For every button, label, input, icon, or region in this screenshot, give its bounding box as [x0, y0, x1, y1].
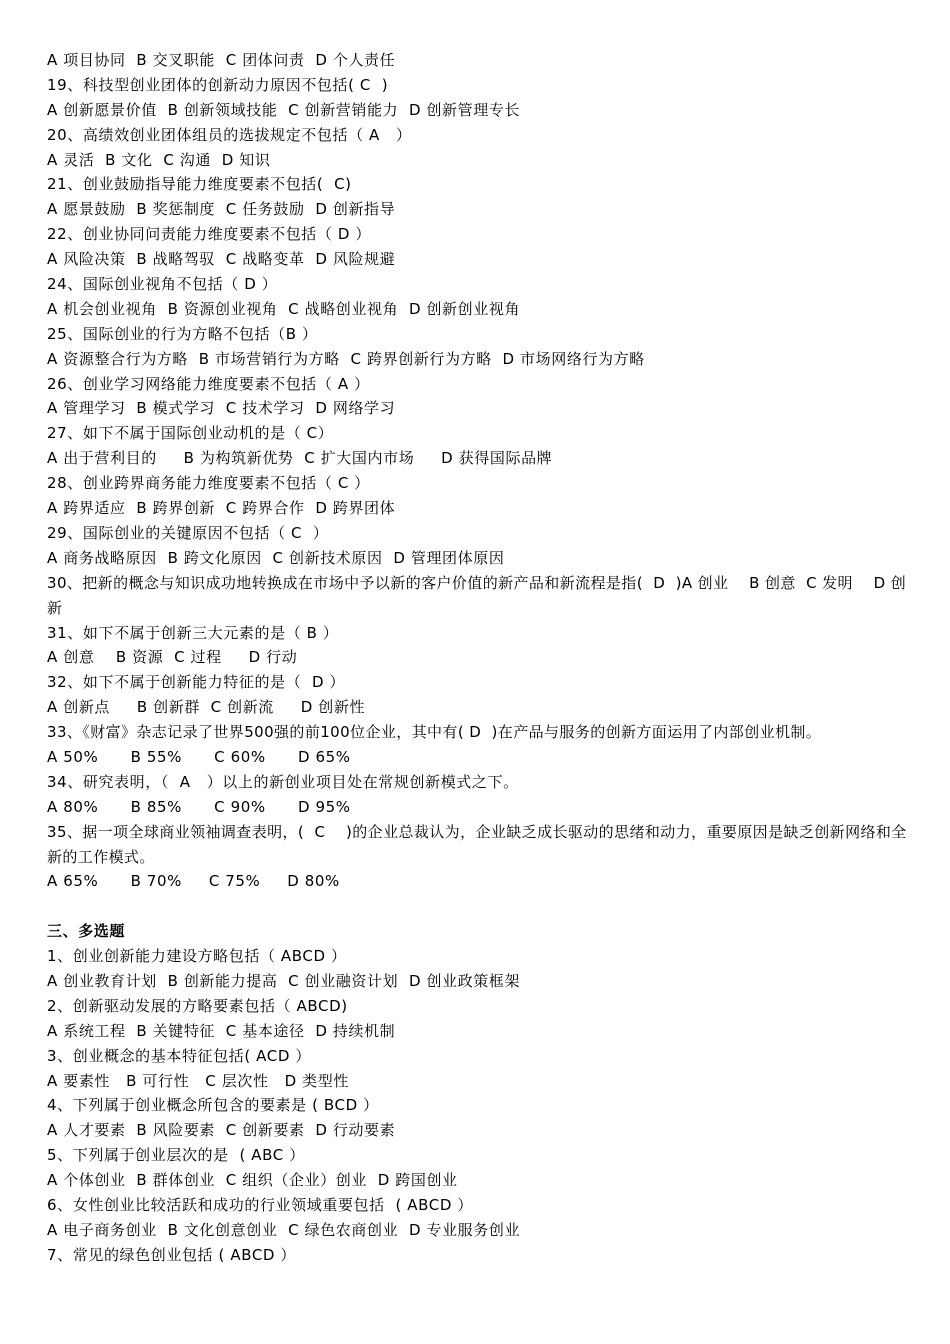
text-line: 35、据一项全球商业领袖调查表明，( C )的企业总裁认为，企业缺乏成长驱动的思绪和动力，重要原因是缺乏创新网络和全新的工作模式。	[47, 822, 907, 866]
text-line: 30、把新的概念与知识成功地转换成在市场中予以新的客户价值的新产品和新流程是指( D )A 创业 B 创意 C 发明 D 创新	[47, 573, 907, 617]
text-line: 24、国际创业视角不包括（ D ）	[47, 275, 278, 294]
text-line: 6、女性创业比较活跃和成功的行业领域重要包括 ( ABCD ）	[47, 1196, 473, 1215]
blank-line	[47, 894, 907, 919]
text-line: 31、如下不属于创新三大元素的是（ B ）	[47, 623, 339, 642]
section-heading: 三、多选题	[47, 922, 126, 941]
text-line: A 创新点 B 创新群 C 创新流 D 创新性	[47, 698, 366, 717]
text-line: A 出于营利目的 B 为构筑新优势 C 扩大国内市场 D 获得国际品牌	[47, 449, 553, 468]
text-line: 28、创业跨界商务能力维度要素不包括（ C ）	[47, 474, 370, 493]
text-line: 7、常见的绿色创业包括 ( ABCD ）	[47, 1245, 297, 1264]
text-line: 4、下列属于创业概念所包含的要素是 ( BCD ）	[47, 1096, 379, 1115]
text-line: A 人才要素 B 风险要素 C 创新要素 D 行动要素	[47, 1121, 396, 1140]
text-line: A 创新愿景价值 B 创新领域技能 C 创新营销能力 D 创新管理专长	[47, 100, 521, 119]
text-line: A 机会创业视角 B 资源创业视角 C 战略创业视角 D 创新创业视角	[47, 299, 521, 318]
text-line: A 跨界适应 B 跨界创新 C 跨界合作 D 跨界团体	[47, 499, 396, 518]
text-line: 21、创业鼓励指导能力维度要素不包括( C)	[47, 175, 352, 194]
text-line: A 系统工程 B 关键特征 C 基本途径 D 持续机制	[47, 1021, 396, 1040]
text-line: 19、科技型创业团体的创新动力原因不包括( C )	[47, 75, 389, 94]
text-line: 22、创业协同问责能力维度要素不包括（ D ）	[47, 225, 371, 244]
text-line: A 灵活 B 文化 C 沟通 D 知识	[47, 150, 271, 169]
text-line: A 风险决策 B 战略驾驭 C 战略变革 D 风险规避	[47, 250, 396, 269]
text-line: A 个体创业 B 群体创业 C 组织（企业）创业 D 跨国创业	[47, 1171, 458, 1190]
text-line: A 愿景鼓励 B 奖惩制度 C 任务鼓励 D 创新指导	[47, 200, 396, 219]
text-line: 34、研究表明，（ A ）以上的新创业项目处在常规创新模式之下。	[47, 772, 519, 791]
text-line: 26、创业学习网络能力维度要素不包括（ A ）	[47, 374, 370, 393]
text-line: 33、《财富》杂志记录了世界500强的前100位企业，其中有( D )在产品与服务的创新方面运用了内部创业机制。	[47, 723, 822, 742]
text-line: A 资源整合行为方略 B 市场营销行为方略 C 跨界创新行为方略 D 市场网络行为方略	[47, 349, 645, 368]
text-line: 20、高绩效创业团体组员的选拔规定不包括（ A ）	[47, 125, 412, 144]
text-line: A 项目协同 B 交叉职能 C 团体问责 D 个人责任	[47, 51, 396, 69]
text-line: 27、如下不属于国际创业动机的是（ C）	[47, 424, 334, 443]
text-line: A 电子商务创业 B 文化创意创业 C 绿色农商创业 D 专业服务创业	[47, 1220, 521, 1239]
text-line: A 创意 B 资源 C 过程 D 行动	[47, 648, 298, 667]
text-line: 5、下列属于创业层次的是 ( ABC ）	[47, 1146, 305, 1165]
text-line: 1、创业创新能力建设方略包括（ ABCD ）	[47, 947, 347, 966]
document-body	[47, 48, 907, 1268]
text-line: A 要素性 B 可行性 C 层次性 D 类型性	[47, 1071, 349, 1090]
text-line: 25、国际创业的行为方略不包括（B ）	[47, 324, 318, 343]
text-line: 29、国际创业的关键原因不包括（ C ）	[47, 523, 329, 542]
text-line: A 80% B 85% C 90% D 95%	[47, 797, 351, 816]
text-line: A 65% B 70% C 75% D 80%	[47, 872, 340, 891]
text-line: 2、创新驱动发展的方略要素包括（ ABCD)	[47, 996, 348, 1015]
text-line: 3、创业概念的基本特征包括( ACD ）	[47, 1046, 311, 1065]
text-line: A 商务战略原因 B 跨文化原因 C 创新技术原因 D 管理团体原因	[47, 548, 505, 567]
text-line: A 50% B 55% C 60% D 65%	[47, 747, 351, 766]
text-line: A 创业教育计划 B 创新能力提高 C 创业融资计划 D 创业政策框架	[47, 972, 521, 991]
text-line: 32、如下不属于创新能力特征的是（ D ）	[47, 673, 346, 692]
text-line: A 管理学习 B 模式学习 C 技术学习 D 网络学习	[47, 399, 396, 418]
